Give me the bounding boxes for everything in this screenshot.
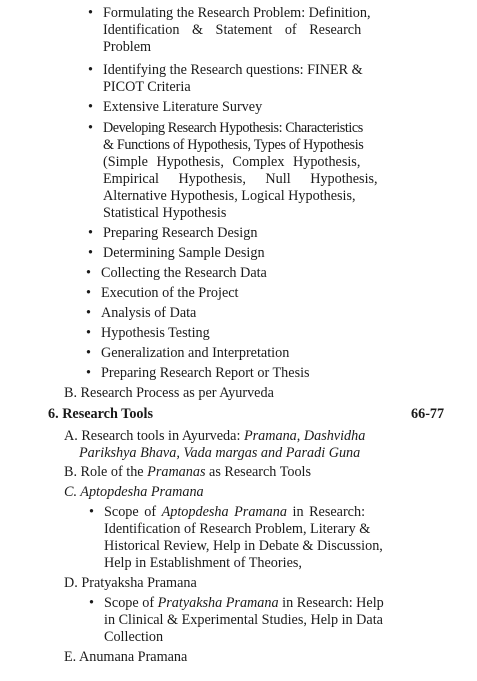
list-item-line: Preparing Research Report or Thesis xyxy=(101,365,310,381)
d-bullet-prefix: Scope of xyxy=(104,595,158,611)
list-item-line: Extensive Literature Survey xyxy=(103,99,263,115)
outline-item-b2-italic: Pramanas xyxy=(147,464,206,480)
list-item-line: Generalization and Interpretation xyxy=(101,345,290,361)
list-item-line: Alternative Hypothesis, Logical Hypothesis, xyxy=(103,188,356,204)
c-bullet-italic: Aptopdesha Pramana xyxy=(161,504,287,520)
list-item-line: Developing Research Hypothesis: Characteristics xyxy=(103,120,363,136)
list-item-line: & Functions of Hypothesis, Types of Hypothesis xyxy=(103,137,364,153)
list-item-line: Collection xyxy=(104,629,164,645)
list-item-line: Problem xyxy=(103,39,152,55)
outline-item-b2 xyxy=(64,464,311,481)
list-item-line xyxy=(104,504,365,521)
list-item-line: Formulating the Research Problem: Definition, xyxy=(103,5,371,21)
outline-item-a xyxy=(64,428,365,445)
bullet-dot: • xyxy=(88,99,93,115)
bullet-dot: • xyxy=(86,265,91,281)
list-item-line: Empirical Hypothesis, Null Hypothesis, xyxy=(103,171,378,187)
list-item-line: Preparing Research Design xyxy=(103,225,258,241)
bullet-dot: • xyxy=(86,305,91,321)
outline-item-a-line2: Parikshya Bhava, Vada margas and Paradi Guna xyxy=(79,445,361,461)
bullet-dot: • xyxy=(88,120,93,136)
outline-item-b2-suffix: as Research Tools xyxy=(205,464,312,480)
list-item-line: Identification & Statement of Research xyxy=(103,22,362,38)
bullet-dot: • xyxy=(86,285,91,301)
list-item-line: Hypothesis Testing xyxy=(101,325,210,341)
list-item-line: Historical Review, Help in Debate & Discussion, xyxy=(104,538,383,554)
c-bullet-prefix: Scope of xyxy=(104,504,162,520)
list-item-line: Identifying the Research questions: FINER & xyxy=(103,62,363,78)
outline-item-d: D. Pratyaksha Pramana xyxy=(64,575,197,591)
section-heading: 6. Research Tools xyxy=(48,406,153,422)
list-item-line: Execution of the Project xyxy=(101,285,239,301)
bullet-dot: • xyxy=(86,345,91,361)
bullet-dot: • xyxy=(88,62,93,78)
outline-item-a-prefix: A. Research tools in Ayurveda: xyxy=(64,428,244,444)
list-item-line: Analysis of Data xyxy=(101,305,197,321)
bullet-dot: • xyxy=(88,225,93,241)
bullet-dot: • xyxy=(88,5,93,21)
bullet-dot: • xyxy=(89,595,94,611)
list-item-line: Identification of Research Problem, Literary & xyxy=(104,521,371,537)
outline-item-b: B. Research Process as per Ayurveda xyxy=(64,385,274,401)
outline-item-c: C. Aptopdesha Pramana xyxy=(64,484,204,500)
d-bullet-suffix: in Research: Help xyxy=(278,595,384,611)
c-bullet-suffix: in Research: xyxy=(286,504,366,520)
list-item-line: Collecting the Research Data xyxy=(101,265,267,281)
page-range: 66-77 xyxy=(411,406,445,422)
list-item-line: PICOT Criteria xyxy=(103,79,191,95)
outline-item-b2-prefix: B. Role of the xyxy=(64,464,148,480)
list-item-line: Statistical Hypothesis xyxy=(103,205,227,221)
list-item-line xyxy=(104,595,384,612)
list-item-line: Determining Sample Design xyxy=(103,245,265,261)
list-item-line: (Simple Hypothesis, Complex Hypothesis, xyxy=(103,154,361,170)
bullet-dot: • xyxy=(86,325,91,341)
list-item-line: Help in Establishment of Theories, xyxy=(104,555,302,571)
outline-item-e: E. Anumana Pramana xyxy=(64,649,188,665)
d-bullet-italic: Pratyaksha Pramana xyxy=(157,595,279,611)
bullet-dot: • xyxy=(89,504,94,520)
list-item-line: in Clinical & Experimental Studies, Help in Data xyxy=(104,612,383,628)
bullet-dot: • xyxy=(86,365,91,381)
bullet-dot: • xyxy=(88,245,93,261)
outline-item-a-italic: Pramana, Dashvidha xyxy=(243,428,366,444)
